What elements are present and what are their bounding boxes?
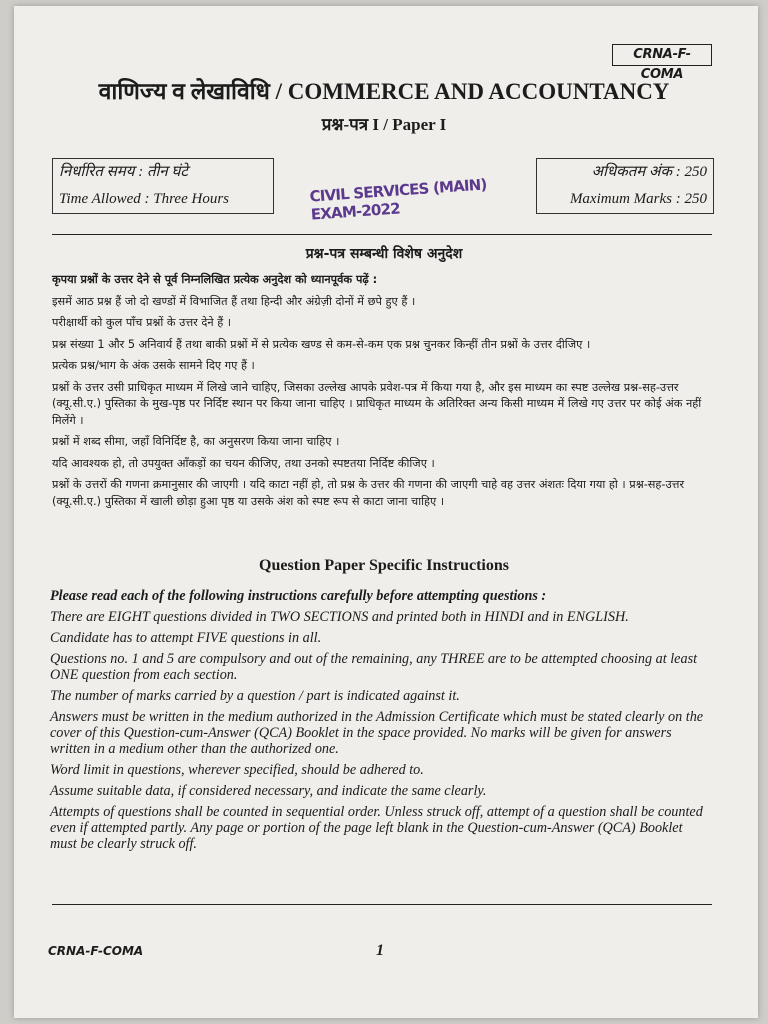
page-number: 1 (376, 942, 384, 959)
english-instruction: Attempts of questions shall be counted in sequential order. Unless struck off, attempt of a question shall be counted even if attempted partly. Any page or portion of the page left blank in the Question-cum-Answer (QCA) Booklet must be clearly struck off. (50, 804, 703, 852)
page-title: वाणिज्य व लेखाविधि / COMMERCE AND ACCOUNTANCY (98, 79, 670, 104)
time-allowed-english: Time Allowed : Three Hours (59, 191, 230, 207)
english-instruction: Candidate has to attempt FIVE questions in all. (50, 630, 322, 646)
hindi-instruction: परीक्षार्थी को कुल पाँच प्रश्नों के उत्तर देने हैं । (52, 316, 232, 329)
english-instructions-heading: Question Paper Specific Instructions (259, 557, 509, 574)
divider-bottom (52, 904, 712, 905)
hindi-instructions (52, 272, 712, 515)
maximum-marks-hindi: अधिकतम अंक : 250 (591, 164, 707, 180)
hindi-instruction: प्रश्नों के उत्तर उसी प्राधिकृत माध्यम में लिखे जाने चाहिए, जिसका उल्लेख आपके प्रवेश-पत्र में किया गया है, और इस माध्यम का स्पष्ट उल्लेख प्रश्न-सह-उत्तर (क्यू.सी.ए.) पुस्तिका के मुख-पृष्ठ पर निर्दिष्ट स्थान पर किया जाना चाहिए । प्राधिकृत माध्यम के अतिरिक्त अन्य किसी माध्यम में लिखे गए उत्तर पर कोई अंक नहीं मिलेंगे । (52, 380, 702, 427)
hindi-instruction: कृपया प्रश्नों के उत्तर देने से पूर्व निम्नलिखित प्रत्येक अनुदेश को ध्यानपूर्वक पढ़ें : (52, 273, 378, 286)
paper-subtitle: प्रश्न-पत्र I / Paper I (321, 115, 447, 134)
hindi-instruction: प्रत्येक प्रश्न/भाग के अंक उसके सामने दिए गए हैं । (52, 359, 255, 372)
divider-top (52, 234, 712, 235)
english-instruction: Assume suitable data, if considered necessary, and indicate the same clearly. (50, 783, 487, 799)
english-instructions (50, 588, 712, 857)
time-allowed-box (52, 158, 274, 214)
footer-paper-code: CRNA-F-COMA (48, 944, 144, 958)
hindi-instructions-heading: प्रश्न-पत्र सम्बन्धी विशेष अनुदेश (305, 246, 463, 262)
english-instruction: Questions no. 1 and 5 are compulsory and out of the remaining, any THREE are to be attempted choosing at least ONE question from each section. (50, 651, 698, 683)
maximum-marks-box (536, 158, 714, 214)
hindi-instruction: प्रश्नों में शब्द सीमा, जहाँ विनिर्दिष्ट है, का अनुसरण किया जाना चाहिए । (52, 435, 340, 448)
hindi-instruction: यदि आवश्यक हो, तो उपयुक्त आँकड़ों का चयन कीजिए, तथा उनको स्पष्टतया निर्दिष्ट कीजिए । (52, 456, 435, 470)
english-instruction: Please read each of the following instructions carefully before attempting questions : (50, 588, 547, 604)
english-instruction: There are EIGHT questions divided in TWO SECTIONS and printed both in HINDI and in ENGLISH. (50, 609, 629, 625)
hindi-instruction: इसमें आठ प्रश्न हैं जो दो खण्डों में विभाजित हैं तथा हिन्दी और अंग्रेज़ी दोनों में छपे हुए हैं । (52, 294, 416, 308)
maximum-marks-english: Maximum Marks : 250 (569, 191, 707, 207)
exam-stamp: CIVIL SERVICES (MAIN) EXAM-2022 (309, 175, 488, 224)
english-instruction: Word limit in questions, wherever specified, should be adhered to. (50, 762, 424, 778)
hindi-instruction: प्रश्नों के उत्तरों की गणना क्रमानुसार की जाएगी । यदि काटा नहीं हो, तो प्रश्न के उत्तर की गणना की जाएगी चाहे वह उत्तर अंशतः दिया गया हो । प्रश्न-सह-उत्तर (क्यू.सी.ए.) पुस्तिका में खाली छोड़ा हुआ पृष्ठ या उसके अंश को स्पष्ट रूप से काटा जाना चाहिए । (52, 478, 685, 508)
english-instruction: Answers must be written in the medium authorized in the Admission Certificate which must be stated clearly on the cover of this Question-cum-Answer (QCA) Booklet in the space provided. No marks will be given for answers written in a medium other than the authorized one. (50, 709, 704, 757)
time-allowed-hindi: निर्धारित समय : तीन घंटे (59, 164, 188, 180)
english-instruction: The number of marks carried by a question / part is indicated against it. (50, 688, 460, 704)
paper-code-box: CRNA-F-COMA (612, 44, 712, 66)
hindi-instruction: प्रश्न संख्या 1 और 5 अनिवार्य हैं तथा बाकी प्रश्नों में से प्रत्येक खण्ड से कम-से-कम एक प्रश्न चुनकर किन्हीं तीन प्रश्नों के उत्तर दीजिए । (52, 337, 591, 351)
